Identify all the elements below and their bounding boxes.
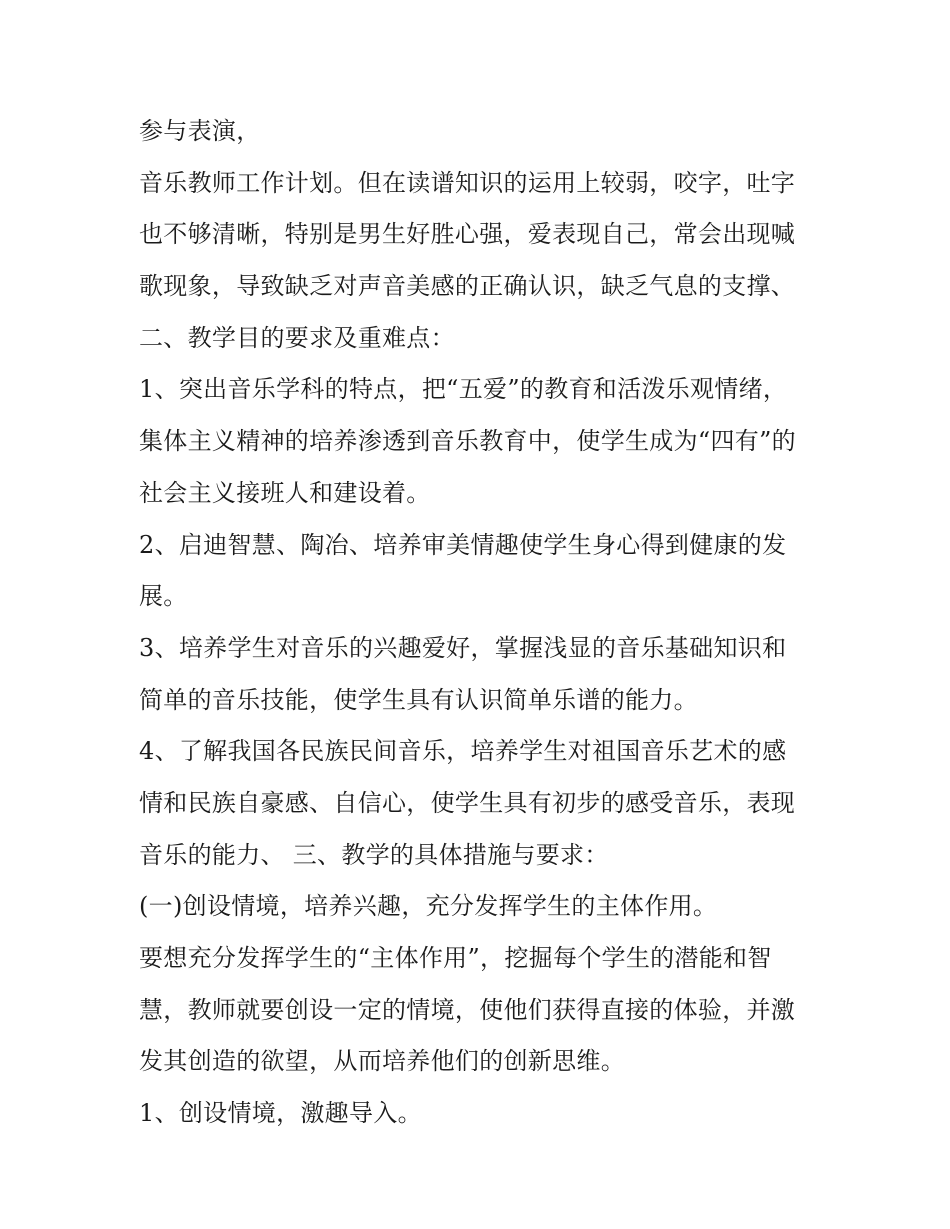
section-heading: 二、教学目的要求及重难点： [139, 323, 455, 352]
text-line: 简单的音乐技能，使学生具有认识简单乐谱的能力。 [139, 685, 698, 714]
text-line: 也不够清晰，特别是男生好胜心强，爱表现自己，常会出现喊 [139, 220, 796, 249]
text-line: 参与表演， [139, 117, 261, 145]
text-line: 1、突出音乐学科的特点，把“五爱”的教育和活泼乐观情绪， [139, 375, 788, 404]
text-line: 4、了解我国各民族民间音乐，培养学生对祖国音乐艺术的感 [139, 737, 787, 766]
text-line: 展。 [139, 582, 188, 611]
text-line: 1、创设情境，激趣导入。 [139, 1099, 422, 1128]
text-line: 2、启迪智慧、陶冶、培养审美情趣使学生身心得到健康的发 [139, 530, 787, 559]
text-line: 音乐的能力、 三、教学的具体措施与要求： [139, 840, 609, 869]
subsection-heading: (一)创设情境，培养兴趣，充分发挥学生的主体作用。 [139, 892, 718, 921]
text-line: 集体主义精神的培养渗透到音乐教育中，使学生成为“四有”的 [139, 427, 796, 456]
text-line: 歌现象，导致缺乏对声音美感的正确认识，缺乏气息的支撑、 [139, 272, 796, 301]
text-line: 音乐教师工作计划。但在读谱知识的运用上较弱，咬字，吐字 [139, 168, 796, 197]
text-line: 情和民族自豪感、自信心，使学生具有初步的感受音乐，表现 [139, 788, 796, 817]
text-line: 3、培养学生对音乐的兴趣爱好，掌握浅显的音乐基础知识和 [139, 633, 787, 662]
text-line: 要想充分发挥学生的“主体作用”，挖掘每个学生的潜能和智 [139, 944, 772, 972]
text-line: 慧，教师就要创设一定的情境，使他们获得直接的体验，并激 [139, 995, 796, 1024]
text-line: 社会主义接班人和建设着。 [139, 478, 431, 507]
document-body [139, 106, 829, 1140]
text-line: 发其创造的欲望，从而培养他们的创新思维。 [139, 1047, 625, 1076]
